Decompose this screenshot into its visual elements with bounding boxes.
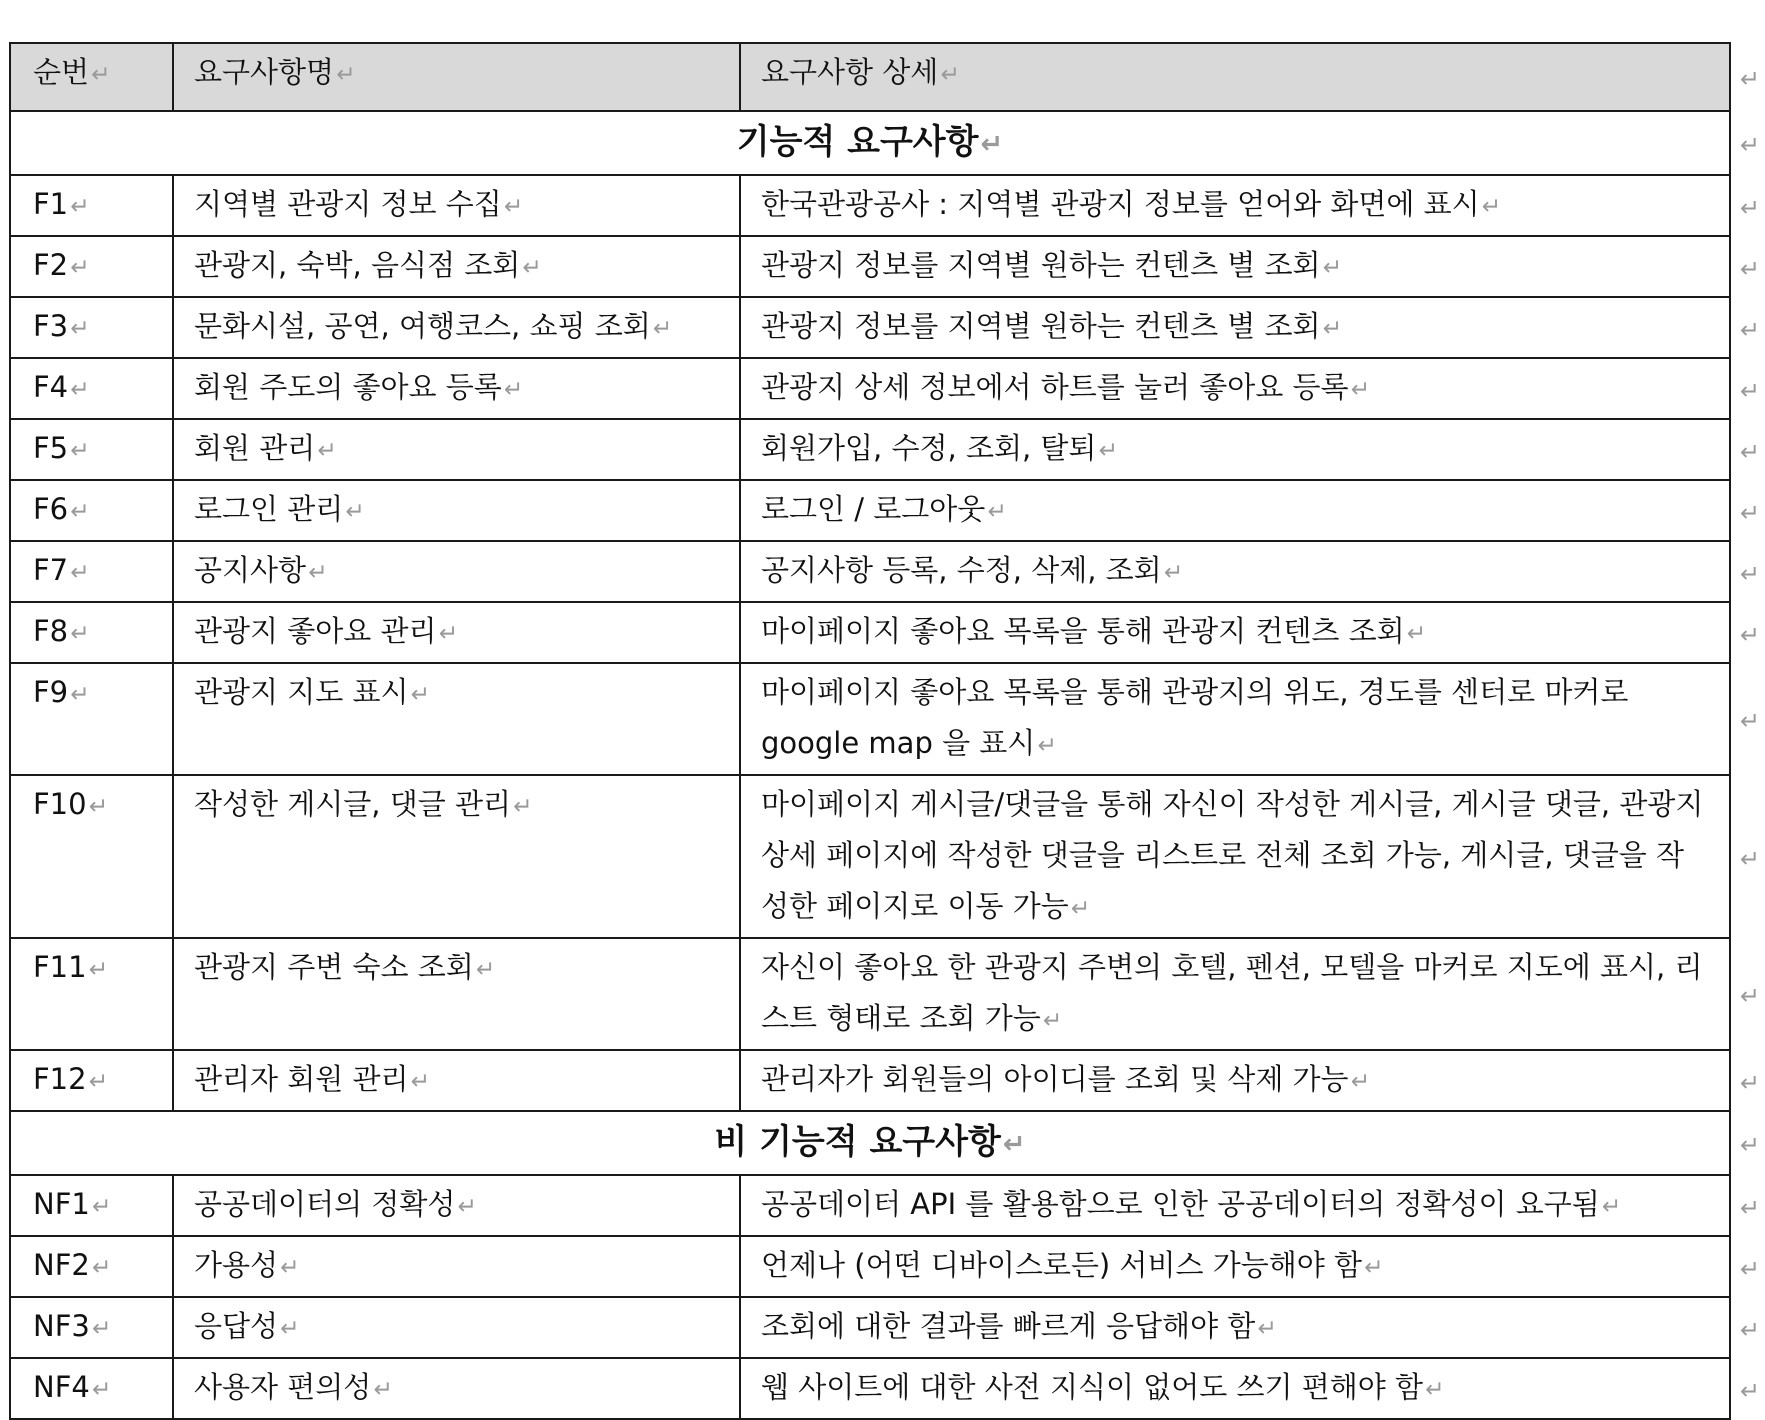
row-id: NF3↵ [10,1297,173,1358]
row-detail: 관광지 상세 정보에서 하트를 눌러 좋아요 등록↵ [740,358,1730,419]
table-row [10,419,1730,480]
row-name: 사용자 편의성↵ [173,1358,740,1419]
row-id: F8↵ [10,602,173,663]
paragraph-mark-icon: ↵ [1740,194,1761,222]
table-row [10,541,1730,602]
row-id: F4↵ [10,358,173,419]
row-id: F3↵ [10,297,173,358]
row-name: 관리자 회원 관리↵ [173,1050,740,1111]
paragraph-mark-icon: ↵ [1740,255,1761,283]
row-id: F2↵ [10,236,173,297]
row-name: 관광지 좋아요 관리↵ [173,602,740,663]
row-detail: 조회에 대한 결과를 빠르게 응답해야 함↵ [740,1297,1730,1358]
row-detail: 관광지 정보를 지역별 원하는 컨텐츠 별 조회↵ [740,236,1730,297]
row-name: 회원 주도의 좋아요 등록↵ [173,358,740,419]
header-row [10,43,1730,111]
row-detail: 마이페이지 좋아요 목록을 통해 관광지의 위도, 경도를 센터로 마커로 google map 을 표시↵ [740,663,1730,775]
row-name: 작성한 게시글, 댓글 관리↵ [173,775,740,938]
row-name: 가용성↵ [173,1236,740,1297]
row-id: NF1↵ [10,1175,173,1236]
table-row [10,775,1730,938]
row-detail: 로그인 / 로그아웃↵ [740,480,1730,541]
row-detail: 회원가입, 수정, 조회, 탈퇴↵ [740,419,1730,480]
row-id: F7↵ [10,541,173,602]
table-row [10,236,1730,297]
table-row [10,938,1730,1050]
row-name: 응답성↵ [173,1297,740,1358]
table-row [10,480,1730,541]
table-row [10,297,1730,358]
row-detail: 한국관광공사 : 지역별 관광지 정보를 얻어와 화면에 표시↵ [740,175,1730,236]
header-name: 요구사항명↵ [173,43,740,111]
row-id: F10↵ [10,775,173,938]
requirements-table [9,42,1731,1420]
row-id: F9↵ [10,663,173,775]
table-row [10,602,1730,663]
section-title: 비 기능적 요구사항↵ [10,1111,1730,1175]
row-id: F5↵ [10,419,173,480]
row-detail: 웹 사이트에 대한 사전 지식이 없어도 쓰기 편해야 함↵ [740,1358,1730,1419]
table-row [10,1297,1730,1358]
row-id: NF4↵ [10,1358,173,1419]
table-row [10,663,1730,775]
row-name: 공공데이터의 정확성↵ [173,1175,740,1236]
row-name: 관광지 주변 숙소 조회↵ [173,938,740,1050]
paragraph-mark-icon: ↵ [1740,1316,1761,1344]
row-detail: 공지사항 등록, 수정, 삭제, 조회↵ [740,541,1730,602]
paragraph-mark-icon: ↵ [1740,316,1761,344]
row-detail: 마이페이지 좋아요 목록을 통해 관광지 컨텐츠 조회↵ [740,602,1730,663]
section-title: 기능적 요구사항↵ [10,111,1730,175]
paragraph-mark-icon: ↵ [1740,1194,1761,1222]
paragraph-mark-icon: ↵ [1740,1377,1761,1405]
row-id: F12↵ [10,1050,173,1111]
header-detail: 요구사항 상세↵ [740,43,1730,111]
table-row [10,1050,1730,1111]
table-row [10,1175,1730,1236]
paragraph-mark-icon: ↵ [1740,982,1761,1010]
paragraph-mark-icon: ↵ [1740,621,1761,649]
paragraph-mark-icon: ↵ [1740,1069,1761,1097]
paragraph-mark-icon: ↵ [1740,1255,1761,1283]
paragraph-mark-icon: ↵ [1740,1131,1761,1159]
table-row [10,1236,1730,1297]
paragraph-mark-icon: ↵ [1740,845,1761,873]
row-name: 관광지, 숙박, 음식점 조회↵ [173,236,740,297]
paragraph-mark-icon: ↵ [1740,560,1761,588]
table-row [10,1358,1730,1419]
row-name: 로그인 관리↵ [173,480,740,541]
table-row [10,175,1730,236]
paragraph-mark-icon: ↵ [1740,377,1761,405]
row-id: F6↵ [10,480,173,541]
row-name: 문화시설, 공연, 여행코스, 쇼핑 조회↵ [173,297,740,358]
row-id: F1↵ [10,175,173,236]
paragraph-mark-icon: ↵ [1740,438,1761,466]
row-detail: 자신이 좋아요 한 관광지 주변의 호텔, 펜션, 모텔을 마커로 지도에 표시, 리스트 형태로 조회 가능↵ [740,938,1730,1050]
row-id: NF2↵ [10,1236,173,1297]
paragraph-mark-icon: ↵ [1740,499,1761,527]
paragraph-mark-icon: ↵ [1740,131,1761,159]
row-name: 회원 관리↵ [173,419,740,480]
row-detail: 관리자가 회원들의 아이디를 조회 및 삭제 가능↵ [740,1050,1730,1111]
row-detail: 언제나 (어떤 디바이스로든) 서비스 가능해야 함↵ [740,1236,1730,1297]
section-functional [10,111,1730,175]
paragraph-mark-icon: ↵ [1740,707,1761,735]
row-detail: 공공데이터 API 를 활용함으로 인한 공공데이터의 정확성이 요구됨↵ [740,1175,1730,1236]
row-name: 공지사항↵ [173,541,740,602]
row-name: 지역별 관광지 정보 수집↵ [173,175,740,236]
row-name: 관광지 지도 표시↵ [173,663,740,775]
row-end-marks [1740,0,1765,1405]
section-non-functional [10,1111,1730,1175]
row-id: F11↵ [10,938,173,1050]
table-row [10,358,1730,419]
row-detail: 관광지 정보를 지역별 원하는 컨텐츠 별 조회↵ [740,297,1730,358]
header-no: 순번↵ [10,43,173,111]
paragraph-mark-icon: ↵ [1740,65,1761,93]
row-detail: 마이페이지 게시글/댓글을 통해 자신이 작성한 게시글, 게시글 댓글, 관광지 상세 페이지에 작성한 댓글을 리스트로 전체 조회 가능, 게시글, 댓글을 작성한 페이지로 이동 가능↵ [740,775,1730,938]
